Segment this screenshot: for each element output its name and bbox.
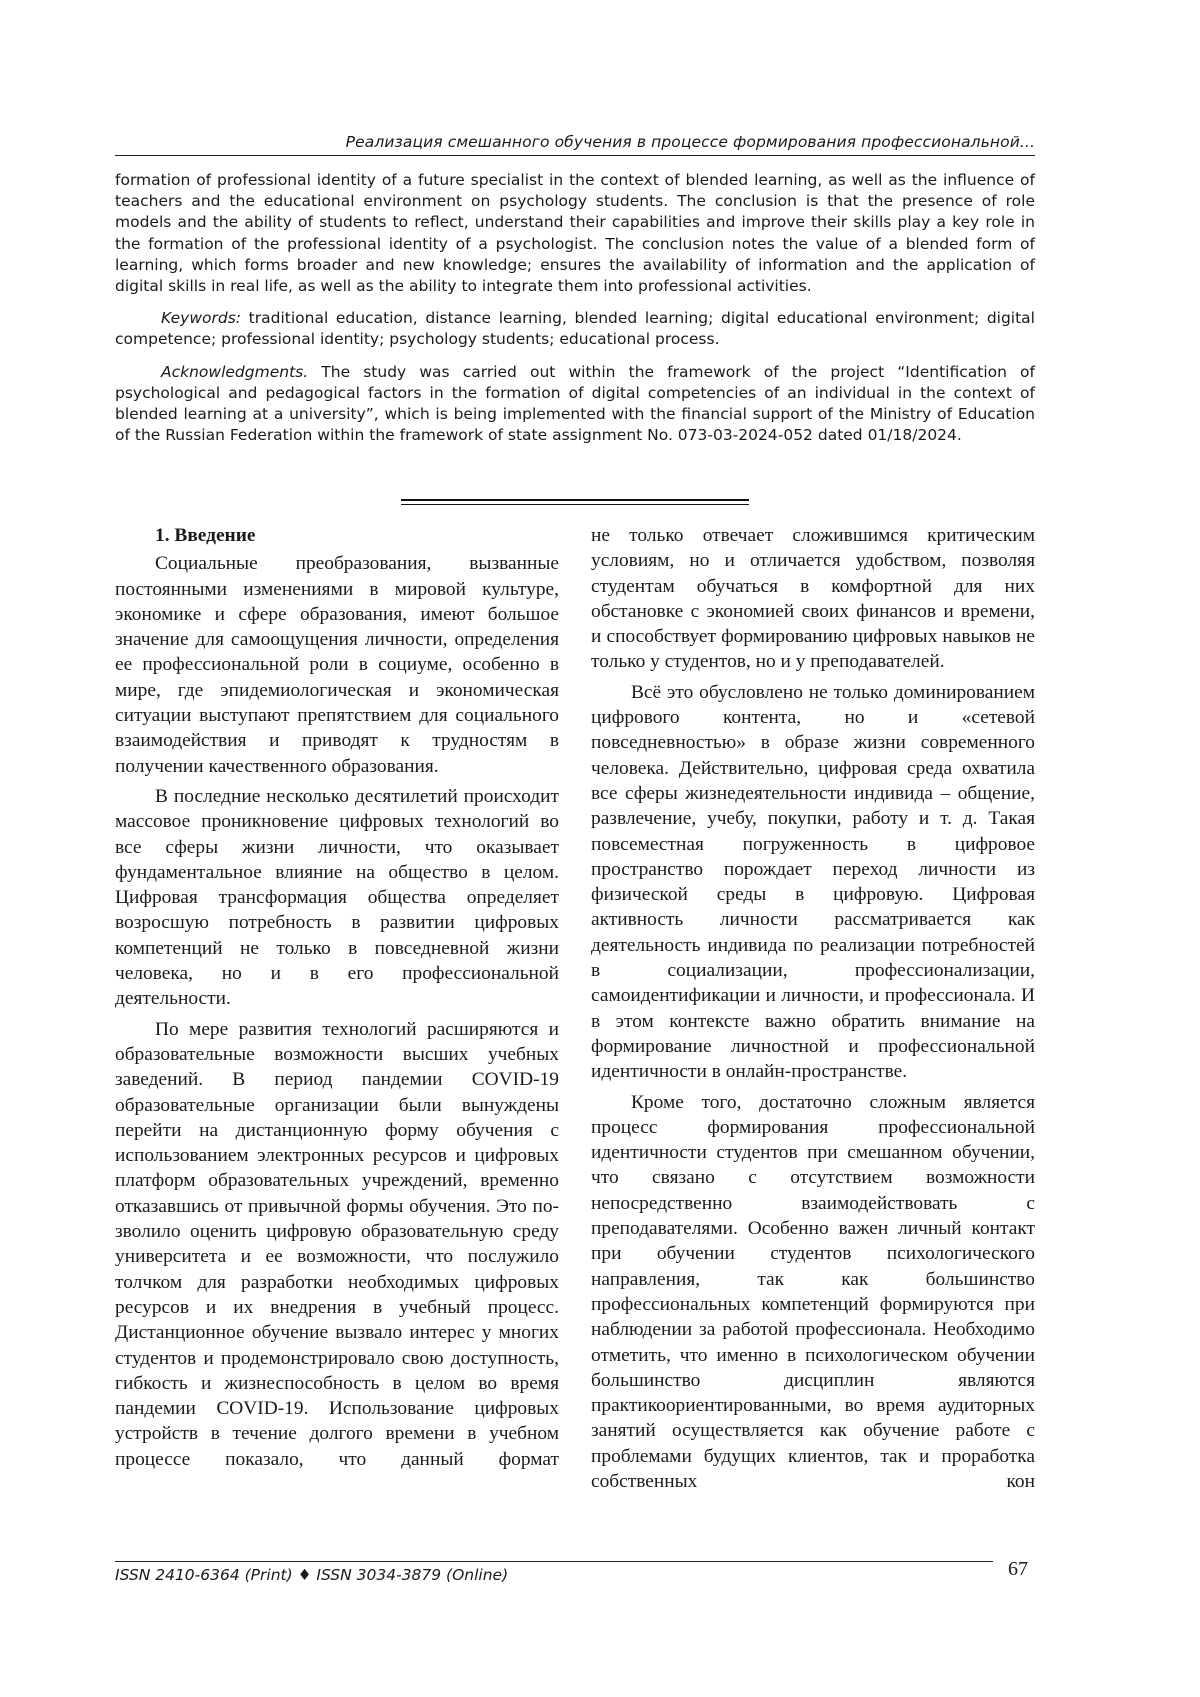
body-paragraph: Кроме того, достаточно сложным является процесс формирования профессиональной идентичности студентов при смешанном обучении, что связано с отсутствием возможности непосредственно взаимодействовать с преподавателями. Особенно важен личный контакт при обучении студентов психологического направления, так как большинство профессиональных компетенций формируются при наблюдении за работой профессионала. Необходимо отметить, что именно в психологическом обучении большинство дисциплин являются практикоориентированными, во время аудиторных занятий осуществляется как обучение работе с проблемами будущих клиентов, так и проработка собственных кон [591, 1091, 1035, 1492]
section-divider [401, 499, 749, 505]
abstract-text: formation of professional identity of a future specialist in the context of blended learning, as well as the influence of teachers and the educational environment on psychology students. The conclusion is that the presence of role models and the ability of students to reflect, understand their capabilities and improve their skills play a key role in the formation of the professional identity of a psychologist. The conclusion notes the value of a blended form of learning, which forms broader and new knowledge; ensures the availability of information and the application of digital skills in real life, as well as the ability to integrate them into professional activities. [115, 171, 1035, 296]
left-column [115, 523, 559, 1477]
keywords-text: traditional education, distance learning, blended learning; digital educational environment; digital competence; professional identity; psychology students; educational process. [115, 309, 1035, 349]
header-rule [115, 155, 1035, 156]
acknowledgments-label: Acknowledgments. [161, 362, 309, 381]
running-header: Реализация смешанного обучения в процессе формирования профессиональной... [345, 133, 1035, 151]
footer-rule [115, 1561, 993, 1562]
acknowledgments-paragraph [115, 362, 1035, 447]
footer-issn: ISSN 2410-6364 (Print) ♦ ISSN 3034-3879 (Online) [115, 1566, 509, 1584]
abstract-block [115, 170, 1035, 457]
acknowledgments-text: The study was carried out within the framework of the project “Identification of psychological and pedagogical factors in the formation of digital competencies of an individual in the context of blended learning at a university”, which is being implemented with the financial support of the Ministry of Education of the Russian Federation within the framework of state assignment No. 073-03-2024-052 dated 01/18/2024. [115, 362, 1035, 445]
body-paragraph: не только отвечает сложившимся критическим условиям, но и отличается удобством, позволяя студентам обучаться в комфортной для них обстановке с экономией своих финансов и времени, и способствует формированию цифровых навыков не только у студентов, но и у преподавателей. [591, 525, 1035, 673]
body-paragraph: Всё это обусловлено не только доминированием цифрового контента, но и «сетевой повседневностью» в образе жизни современного человека. Действительно, цифровая среда охватила все сферы жизнедеятельности индивида – общение, развлечение, учебу, покупки, работу и т. д. Такая повсеместная погруженность в цифровое пространство порождает переход личности из физической среды в цифровую. Цифровая активность личности рассматривается как деятельность индивида по реализации потребностей в социализации, профессионализации, самоидентификации и личности, и профессионала. И в этом контексте важно обратить внимание на формирование личностной и профессиональной идентичности в онлайн-пространстве. [591, 681, 1035, 1083]
body-paragraph: По мере развития технологий расширяются и образовательные возможности высших учебных заведений. В период пандемии COVID-19 образовательные организации были вынуждены перейти на дистанционную форму обучения с использованием электронных ресурсов и цифровых платформ образовательных учреждений, временно отказавшись от привычной формы обучения. Это позволило оценить цифровую образовательную среду университета и ее возможности, что послужило толчком для разработки необходимых цифровых ресурсов и их внедрения в учебный процесс. Дистанционное обучение вызвало интерес у многих студентов и продемонстрировало свою доступность, гибкость и жизнеспособность в целом во время пандемии COVID-19. Использование цифровых устройств в течение долгого времени в учебном процессе показало, что данный формат [115, 1018, 559, 1470]
body-paragraph: Социальные преобразования, вызванные постоянными изменениями в мировой культуре, экономике и сфере образования, имеют большое значение для самоощущения личности, определения ее профессиональной роли в социуме, особенно в мире, где эпидемиологическая и экономическая ситуации выступают препятствием для социального взаимодействия и приводят к трудностям в получении качественного образования. [115, 553, 559, 777]
section-heading: 1. Введение [155, 525, 256, 546]
keywords-label: Keywords: [161, 309, 241, 328]
body-paragraph: В последние несколько десятилетий происходит массовое проникновение цифровых технологий во все сферы жизни личности, что оказывает фундаментальное влияние на общество в целом. Цифровая трансформация общества определяет возросшую потребность в развитии цифровых компетенций не только в повседневной жизни человека, но и в его профессиональной деятельности. [115, 785, 559, 1010]
keywords-paragraph [115, 308, 1035, 350]
right-column [591, 523, 1035, 1499]
page-number: 67 [1008, 1558, 1028, 1580]
